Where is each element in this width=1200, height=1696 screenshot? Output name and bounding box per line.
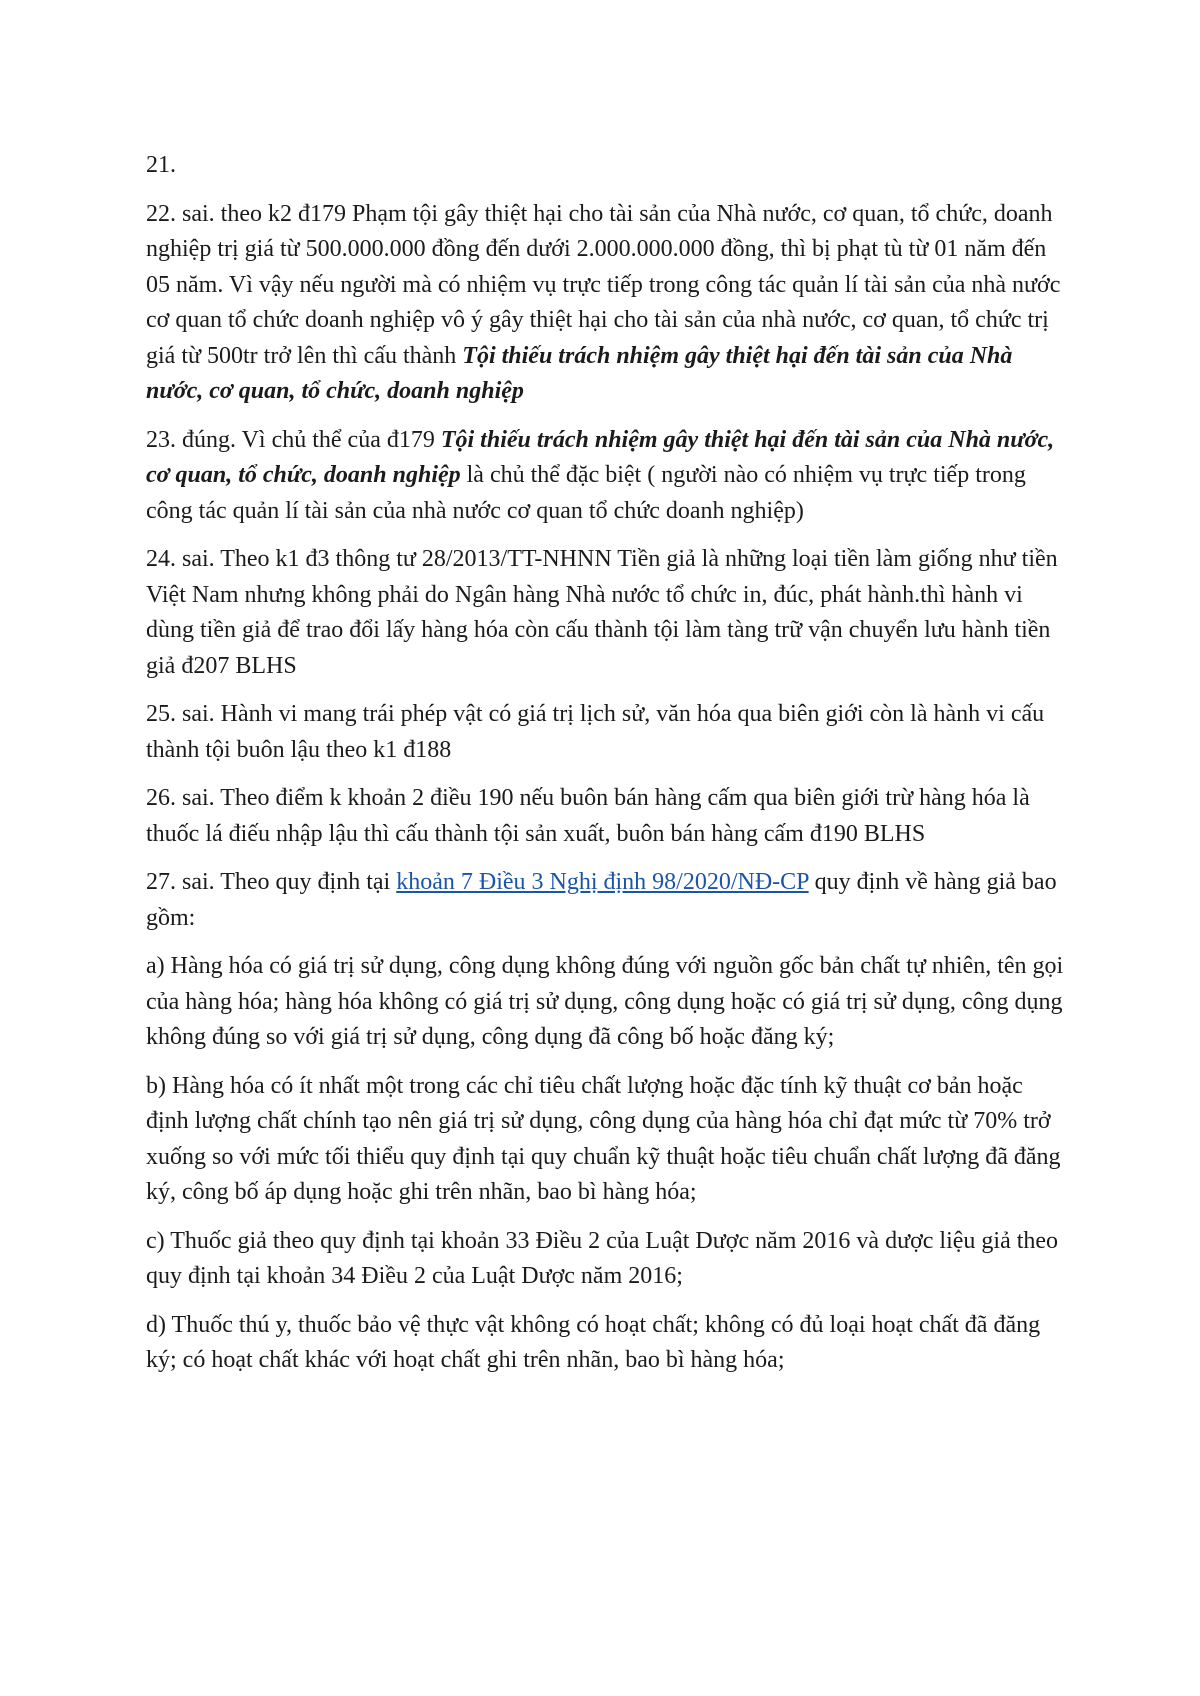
paragraph-22-text: 22. sai. theo k2 đ179 Phạm tội gây thiệt hại cho tài sản của Nhà nước, cơ quan, tổ chức, doanh nghiệp trị giá từ 500.000.000 đồng đến dưới 2.000.000.000 đồng, thì bị phạt tù từ 01 năm đến 05 năm. Vì vậy nếu người mà có nhiệm vụ trực tiếp trong công tác quản lí tài sản của nhà nước cơ quan tổ chức doanh nghiệp vô ý gây thiệt hại cho tài sản của nhà nước, cơ quan, tổ chức trị giá từ 500tr trở lên thì cấu thành xyxy=(146,200,1061,369)
clause-b: b) Hàng hóa có ít nhất một trong các chỉ tiêu chất lượng hoặc đặc tính kỹ thuật cơ bản hoặc định lượng chất chính tạo nên giá trị sử dụng, công dụng của hàng hóa chỉ đạt mức từ 70% trở xuống so với mức tối thiểu quy định tại quy chuẩn kỹ thuật hoặc tiêu chuẩn chất lượng đã đăng ký, công bố áp dụng hoặc ghi trên nhãn, bao bì hàng hóa; xyxy=(146,1072,1061,1205)
paragraph-23-emphasis: Tội thiếu trách nhiệm gây thiệt hại đến tài sản của Nhà nước, cơ quan, tổ chức, doanh nghiệp xyxy=(146,426,1055,488)
document-body xyxy=(146,148,1066,1392)
paragraph-23-text-before: 23. đúng. Vì chủ thể của đ179 xyxy=(146,426,441,453)
paragraph-25: 25. sai. Hành vi mang trái phép vật có giá trị lịch sử, văn hóa qua biên giới còn là hành vi cấu thành tội buôn lậu theo k1 đ188 xyxy=(146,701,1045,763)
paragraph-23 xyxy=(146,423,1066,530)
paragraph-27 xyxy=(146,865,1066,936)
paragraph-21: 21. xyxy=(146,152,176,178)
paragraph-26: 26. sai. Theo điểm k khoản 2 điều 190 nếu buôn bán hàng cấm qua biên giới trừ hàng hóa là thuốc lá điếu nhập lậu thì cấu thành tội sản xuất, buôn bán hàng cấm đ190 BLHS xyxy=(146,785,1030,847)
decree-link[interactable]: khoản 7 Điều 3 Nghị định 98/2020/NĐ-CP xyxy=(396,869,809,895)
clause-a: a) Hàng hóa có giá trị sử dụng, công dụng không đúng với nguồn gốc bản chất tự nhiên, tên gọi của hàng hóa; hàng hóa không có giá trị sử dụng, công dụng hoặc có giá trị sử dụng, công dụng không đúng so với giá trị sử dụng, công dụng đã công bố hoặc đăng ký; xyxy=(146,953,1064,1050)
paragraph-22 xyxy=(146,197,1066,410)
paragraph-27-text-after: quy định về hàng giả bao gồm: xyxy=(146,869,1057,931)
paragraph-23-text-after: là chủ thể đặc biệt ( người nào có nhiệm vụ trực tiếp trong công tác quản lí tài sản của nhà nước cơ quan tổ chức doanh nghiệp) xyxy=(146,462,1026,524)
clause-c: c) Thuốc giả theo quy định tại khoản 33 Điều 2 của Luật Dược năm 2016 và dược liệu giả theo quy định tại khoản 34 Điều 2 của Luật Dược năm 2016; xyxy=(146,1227,1059,1289)
paragraph-24: 24. sai. Theo k1 đ3 thông tư 28/2013/TT-NHNN Tiền giả là những loại tiền làm giống như tiền Việt Nam nhưng không phải do Ngân hàng Nhà nước tổ chức in, đúc, phát hành.thì hành vi dùng tiền giả để trao đổi lấy hàng hóa còn cấu thành tội làm tàng trữ vận chuyển lưu hành tiền giả đ207 BLHS xyxy=(146,546,1058,679)
paragraph-22-emphasis: Tội thiếu trách nhiệm gây thiệt hại đến tài sản của Nhà nước, cơ quan, tổ chức, doanh nghiệp xyxy=(146,342,1013,404)
clause-d: d) Thuốc thú y, thuốc bảo vệ thực vật không có hoạt chất; không có đủ loại hoạt chất đã đăng ký; có hoạt chất khác với hoạt chất ghi trên nhãn, bao bì hàng hóa; xyxy=(146,1311,1041,1373)
paragraph-27-text-before: 27. sai. Theo quy định tại xyxy=(146,869,397,895)
